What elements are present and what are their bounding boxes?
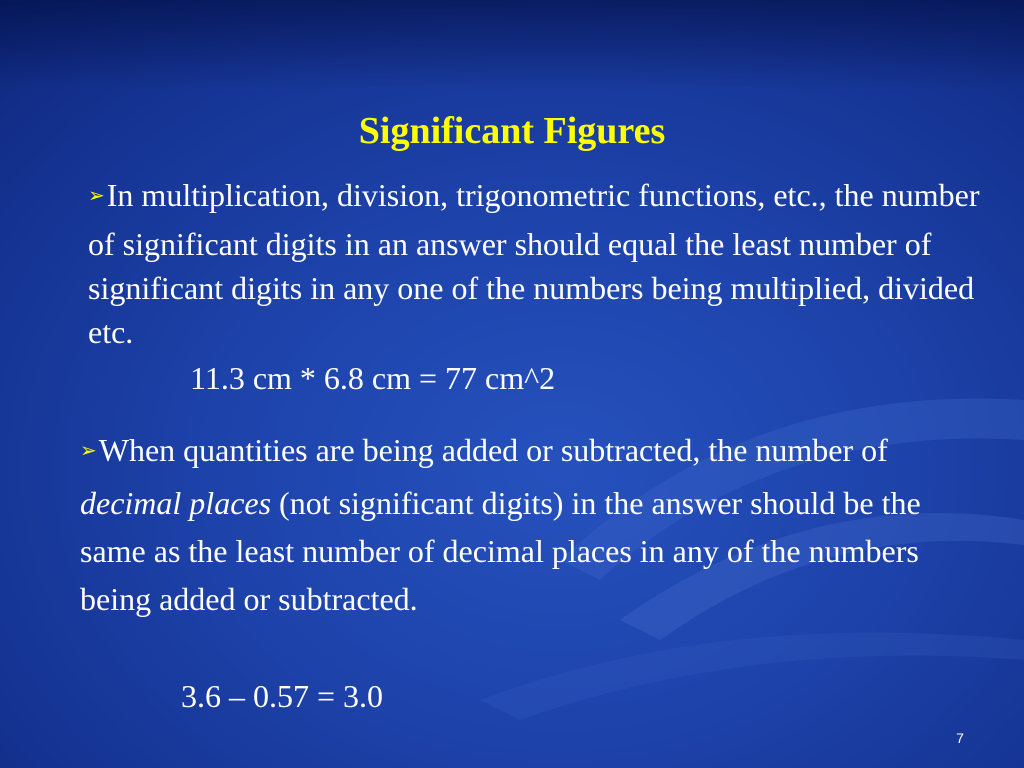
bullet-addition-text-end: (not significant digits) in the answer should be the same as the least number of decimal places in any of the numbers being added or subtracted.: [80, 485, 921, 617]
page-number: 7: [956, 730, 964, 746]
addition-example: 3.6 – 0.57 = 3.0: [181, 678, 384, 714]
bullet-addition-text-start: When quantities are being added or subtracted, the number of: [98, 432, 888, 468]
multiplication-example: 11.3 cm * 6.8 cm = 77 cm^2: [190, 360, 556, 396]
bullet-addition-rule: [80, 426, 980, 623]
arrow-bullet-icon: ➢: [88, 185, 105, 207]
arrow-bullet-icon: ➢: [80, 440, 97, 462]
slide-title: Significant Figures: [358, 110, 666, 152]
bullet-addition-emphasis: decimal places: [80, 485, 272, 521]
bullet-multiplication-text: In multiplication, division, trigonometric functions, etc., the number of significant digits in an answer should equal the least number of significant digits in any one of the numbers being multiplied, divided etc.: [88, 177, 980, 350]
bullet-multiplication-rule: [88, 173, 988, 354]
